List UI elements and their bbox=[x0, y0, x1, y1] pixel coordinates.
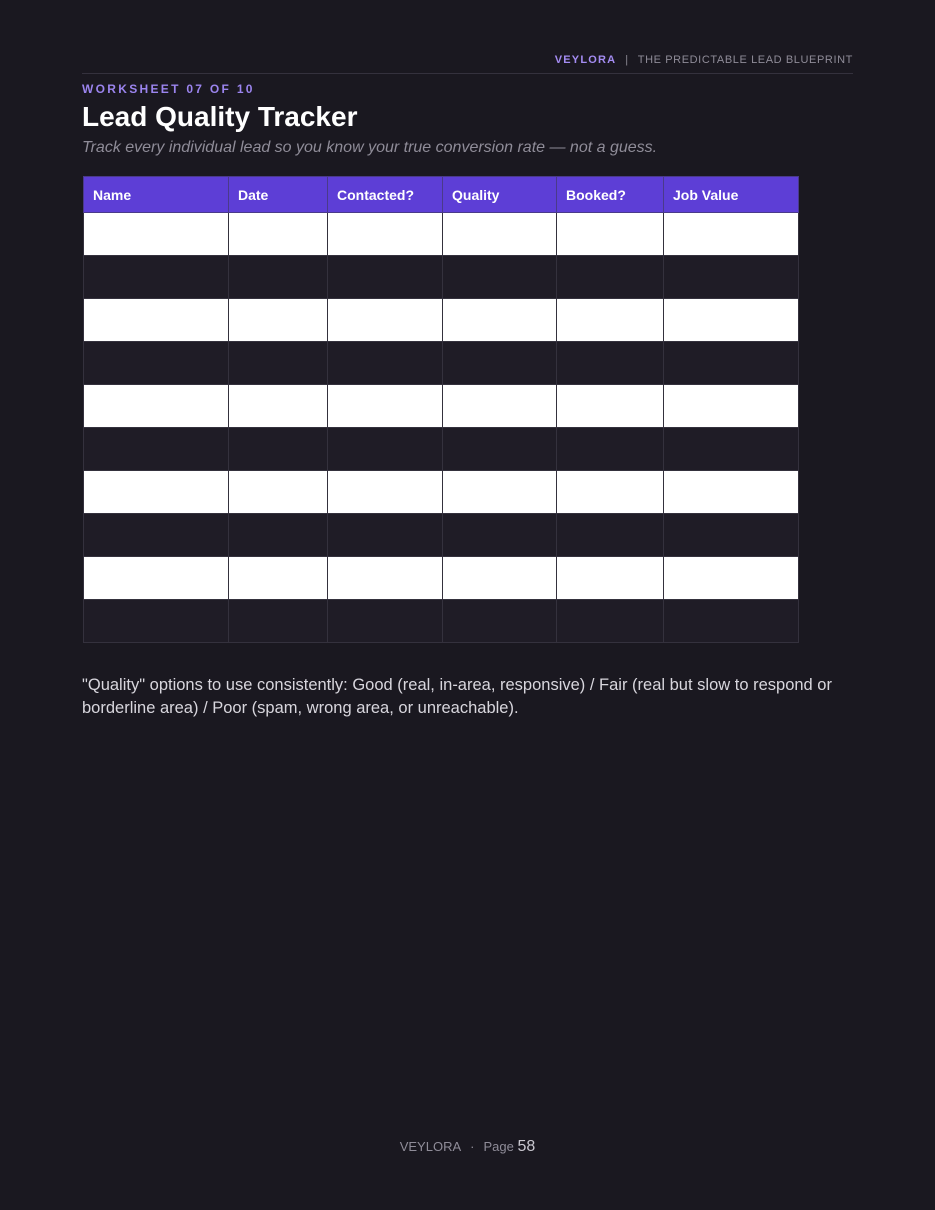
table-cell-contacted[interactable] bbox=[328, 557, 443, 600]
table-cell-date[interactable] bbox=[229, 514, 328, 557]
table-header-row bbox=[84, 177, 799, 213]
quality-options-note: "Quality" options to use consistently: Good (real, in-area, responsive) / Fair (real but slow to respond or borderline area) / Poor (spam, wrong area, or unreachable). bbox=[82, 676, 832, 717]
table-cell-quality[interactable] bbox=[443, 385, 557, 428]
table-row bbox=[84, 299, 799, 342]
table-cell-booked[interactable] bbox=[557, 600, 664, 643]
table-cell-date[interactable] bbox=[229, 471, 328, 514]
footer-dot: · bbox=[470, 1139, 475, 1154]
table-cell-date[interactable] bbox=[229, 299, 328, 342]
table-cell-booked[interactable] bbox=[557, 471, 664, 514]
table-cell-contacted[interactable] bbox=[328, 514, 443, 557]
footer-brand: VEYLORA bbox=[399, 1139, 462, 1154]
table-row bbox=[84, 385, 799, 428]
table-cell-job-value[interactable] bbox=[664, 557, 799, 600]
footer-page-label: Page bbox=[483, 1139, 514, 1154]
table-cell-date[interactable] bbox=[229, 256, 328, 299]
table-cell-name[interactable] bbox=[84, 213, 229, 256]
column-header-contacted: Contacted? bbox=[328, 177, 443, 213]
table-cell-contacted[interactable] bbox=[328, 385, 443, 428]
table-cell-name[interactable] bbox=[84, 428, 229, 471]
table-cell-quality[interactable] bbox=[443, 299, 557, 342]
table-cell-job-value[interactable] bbox=[664, 514, 799, 557]
running-header bbox=[82, 53, 853, 74]
worksheet-eyebrow: WORKSHEET 07 OF 10 bbox=[82, 82, 255, 96]
table-cell-job-value[interactable] bbox=[664, 385, 799, 428]
table-cell-name[interactable] bbox=[84, 557, 229, 600]
column-header-name: Name bbox=[84, 177, 229, 213]
table-cell-quality[interactable] bbox=[443, 428, 557, 471]
table-cell-contacted[interactable] bbox=[328, 342, 443, 385]
table-cell-quality[interactable] bbox=[443, 342, 557, 385]
table-cell-job-value[interactable] bbox=[664, 428, 799, 471]
table-cell-booked[interactable] bbox=[557, 213, 664, 256]
column-header-booked: Booked? bbox=[557, 177, 664, 213]
table-row bbox=[84, 600, 799, 643]
table-cell-name[interactable] bbox=[84, 299, 229, 342]
table-row bbox=[84, 514, 799, 557]
table-cell-name[interactable] bbox=[84, 342, 229, 385]
table-cell-booked[interactable] bbox=[557, 428, 664, 471]
page-footer bbox=[0, 1137, 935, 1157]
column-header-job-value: Job Value bbox=[664, 177, 799, 213]
table-row bbox=[84, 342, 799, 385]
table-cell-date[interactable] bbox=[229, 557, 328, 600]
table-cell-booked[interactable] bbox=[557, 557, 664, 600]
table-cell-contacted[interactable] bbox=[328, 256, 443, 299]
table-cell-job-value[interactable] bbox=[664, 342, 799, 385]
header-brand: VEYLORA bbox=[554, 54, 617, 66]
table-cell-date[interactable] bbox=[229, 213, 328, 256]
table-cell-booked[interactable] bbox=[557, 256, 664, 299]
page-title: Lead Quality Tracker bbox=[82, 101, 358, 132]
table-cell-name[interactable] bbox=[84, 471, 229, 514]
table-cell-quality[interactable] bbox=[443, 471, 557, 514]
table-cell-name[interactable] bbox=[84, 514, 229, 557]
table-cell-name[interactable] bbox=[84, 385, 229, 428]
table-cell-name[interactable] bbox=[84, 600, 229, 643]
table-cell-quality[interactable] bbox=[443, 557, 557, 600]
column-header-date: Date bbox=[229, 177, 328, 213]
table-cell-date[interactable] bbox=[229, 342, 328, 385]
table-cell-date[interactable] bbox=[229, 385, 328, 428]
table-cell-contacted[interactable] bbox=[328, 299, 443, 342]
table-cell-job-value[interactable] bbox=[664, 256, 799, 299]
table-cell-booked[interactable] bbox=[557, 514, 664, 557]
table-row bbox=[84, 256, 799, 299]
table-cell-contacted[interactable] bbox=[328, 600, 443, 643]
table-cell-date[interactable] bbox=[229, 600, 328, 643]
table-cell-quality[interactable] bbox=[443, 256, 557, 299]
table-row bbox=[84, 428, 799, 471]
table-cell-quality[interactable] bbox=[443, 600, 557, 643]
table-cell-job-value[interactable] bbox=[664, 299, 799, 342]
table-cell-name[interactable] bbox=[84, 256, 229, 299]
lead-tracker-table bbox=[83, 176, 799, 643]
table-row bbox=[84, 213, 799, 256]
column-header-quality: Quality bbox=[443, 177, 557, 213]
table-cell-job-value[interactable] bbox=[664, 471, 799, 514]
table-cell-job-value[interactable] bbox=[664, 213, 799, 256]
table-cell-date[interactable] bbox=[229, 428, 328, 471]
table-cell-job-value[interactable] bbox=[664, 600, 799, 643]
table-cell-quality[interactable] bbox=[443, 514, 557, 557]
page-number: 58 bbox=[517, 1138, 536, 1155]
header-separator: | bbox=[625, 54, 629, 66]
table-cell-quality[interactable] bbox=[443, 213, 557, 256]
table-cell-booked[interactable] bbox=[557, 342, 664, 385]
table-cell-contacted[interactable] bbox=[328, 428, 443, 471]
table-row bbox=[84, 471, 799, 514]
table-body bbox=[84, 213, 799, 643]
table-cell-booked[interactable] bbox=[557, 385, 664, 428]
table-cell-booked[interactable] bbox=[557, 299, 664, 342]
table-cell-contacted[interactable] bbox=[328, 213, 443, 256]
page-subtitle: Track every individual lead so you know your true conversion rate — not a guess. bbox=[82, 139, 658, 156]
table-cell-contacted[interactable] bbox=[328, 471, 443, 514]
table-row bbox=[84, 557, 799, 600]
header-doc-title: THE PREDICTABLE LEAD BLUEPRINT bbox=[637, 54, 853, 66]
